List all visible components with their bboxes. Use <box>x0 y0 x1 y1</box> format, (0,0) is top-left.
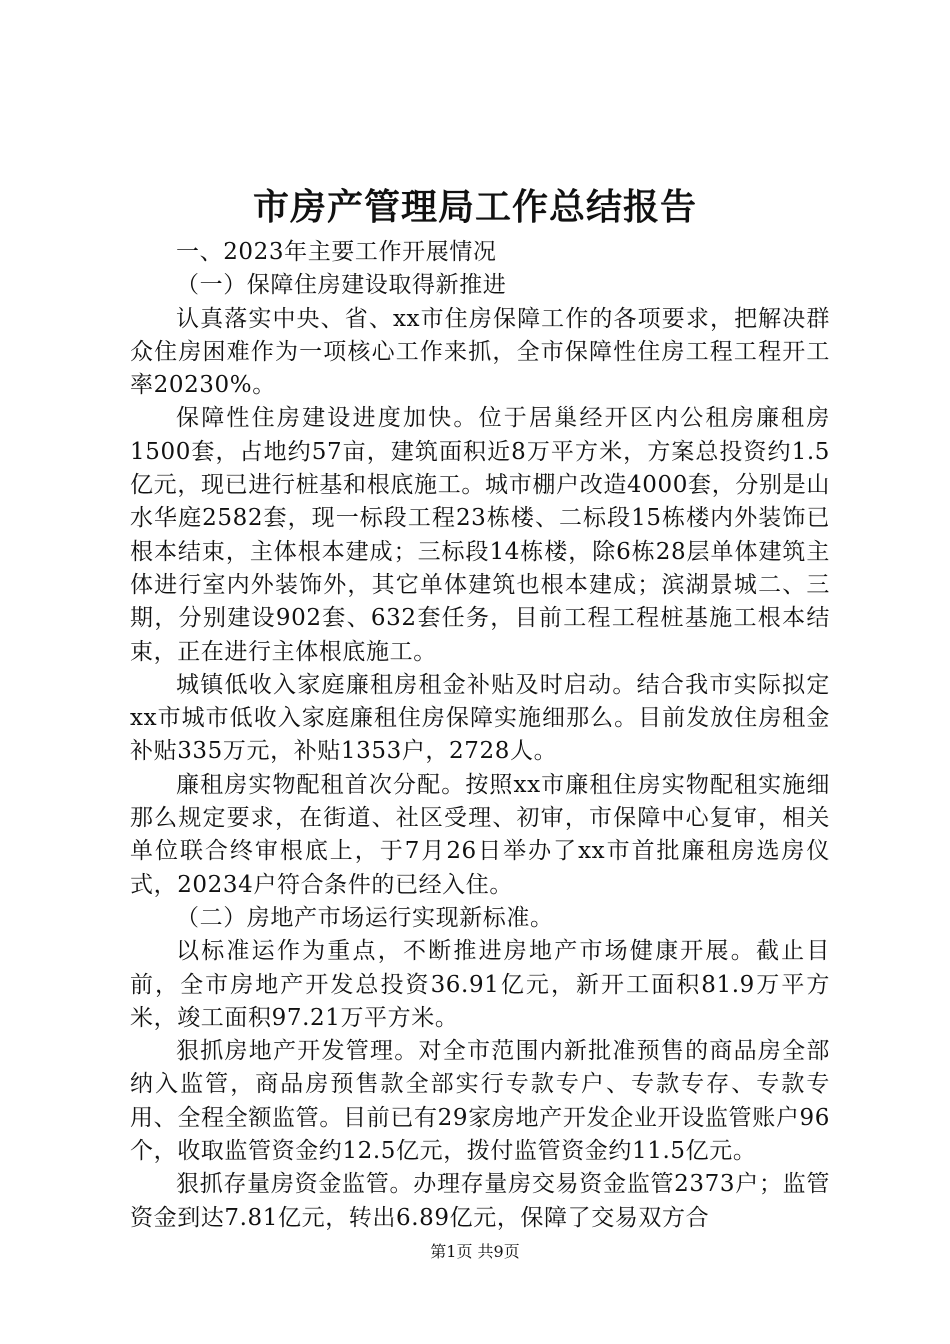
document-body <box>130 236 830 1235</box>
page-footer: 第1页 共9页 <box>430 1242 520 1261</box>
paragraph: 保障性住房建设进度加快。位于居巢经开区内公租房廉租房1500套，占地约57亩，建筑面积近8万平方米，方案总投资约1.5亿元，现已进行桩基和根底施工。城市棚户改造4000套，分别是山水华庭2582套，现一标段工程23栋楼、二标段15栋楼内外装饰已根本结束，主体根本建成；三标段14栋楼，除6栋28层单体建筑主体进行室内外装饰外，其它单体建筑也根本建成；滨湖景城二、三期，分别建设902套、632套任务，目前工程工程桩基施工根本结束，正在进行主体根底施工。 <box>130 405 830 665</box>
section-heading: 一、2023年主要工作开展情况 <box>176 239 497 265</box>
paragraph: 廉租房实物配租首次分配。按照xx市廉租住房实物配租实施细那么规定要求，在街道、社区受理、初审，市保障中心复审，相关单位联合终审根底上，于7月26日举办了xx市首批廉租房选房仪式，20234户符合条件的已经入住。 <box>130 771 830 898</box>
paragraph: 以标准运作为重点，不断推进房地产市场健康开展。截止目前，全市房地产开发总投资36.91亿元，新开工面积81.9万平方米，竣工面积97.21万平方米。 <box>130 938 830 1031</box>
document-title: 市房产管理局工作总结报告 <box>252 186 697 228</box>
paragraph: 认真落实中央、省、xx市住房保障工作的各项要求，把解决群众住房困难作为一项核心工作来抓，全市保障性住房工程工程开工率20230%。 <box>130 305 830 399</box>
subsection-heading: （二）房地产市场运行实现新标准。 <box>176 904 554 931</box>
paragraph: 城镇低收入家庭廉租房租金补贴及时启动。结合我市实际拟定xx市城市低收入家庭廉租住房保障实施细那么。目前发放住房租金补贴335万元，补贴1353户，2728人。 <box>130 671 830 765</box>
paragraph: 狠抓存量房资金监管。办理存量房交易资金监管2373户；监管资金到达7.81亿元，转出6.89亿元，保障了交易双方合 <box>130 1171 830 1231</box>
subsection-heading: （一）保障住房建设取得新推进 <box>176 272 507 299</box>
paragraph: 狠抓房地产开发管理。对全市范围内新批准预售的商品房全部纳入监管，商品房预售款全部实行专款专户、专款专存、专款专用、全程全额监管。目前已有29家房地产开发企业开设监管账户96个，收取监管资金约12.5亿元，拨付监管资金约11.5亿元。 <box>130 1038 830 1165</box>
